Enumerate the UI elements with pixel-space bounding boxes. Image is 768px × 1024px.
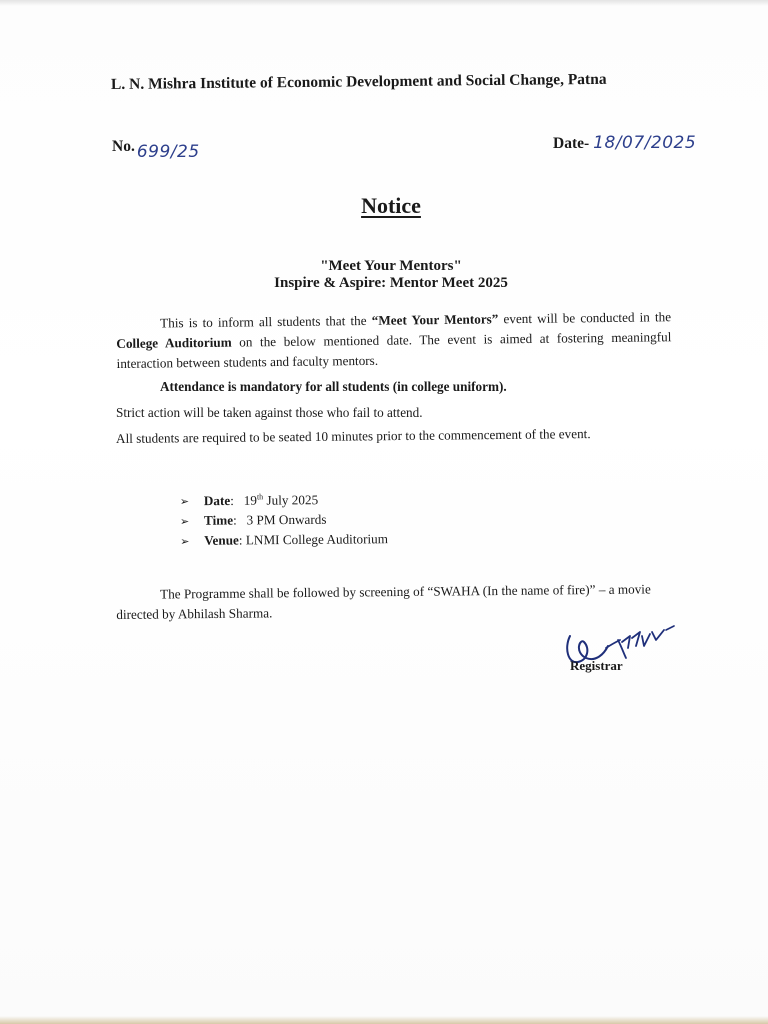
intro-text-3: on the below mentioned date. The event is aimed at fostering meaningful interaction between students and faculty mentors. — [116, 329, 672, 371]
intro-text-2: event will be conducted in the — [498, 309, 672, 327]
programme-note: The Programme shall be followed by screening of “SWAHA (In the name of fire)” – a movie directed by Abhilash Sharma. — [116, 581, 651, 622]
date-label: Date- — [553, 135, 590, 152]
arrow-bullet-icon: ➢ — [180, 535, 190, 549]
strict-action-note: Strict action will be taken against those who fail to attend. — [116, 405, 423, 420]
detail-time: ➢ Time: 3 PM Onwards — [180, 510, 388, 532]
registrar-title: Registrar — [570, 658, 623, 673]
event-subtitle: Inspire & Aspire: Mentor Meet 2025 — [274, 275, 508, 291]
detail-date-rest: July 2025 — [263, 492, 319, 508]
detail-time-label: Time — [203, 512, 234, 529]
detail-date-day: 19 — [243, 492, 258, 508]
institute-name: L. N. Mishra Institute of Economic Development and Social Change, Patna — [110, 70, 607, 93]
notice-heading: Notice — [361, 193, 421, 218]
paper-bottom-shadow — [0, 1016, 768, 1024]
detail-venue-label: Venue — [204, 532, 239, 549]
event-details — [180, 486, 388, 551]
intro-paragraph — [116, 307, 672, 374]
intro-venue: College Auditorium — [116, 334, 232, 351]
detail-date-suffix: th — [256, 492, 264, 502]
reference-handwritten: 699/25 — [136, 142, 200, 162]
intro-text-1: This is to inform all students that the — [160, 312, 372, 331]
reference-number — [112, 136, 200, 162]
detail-venue: ➢ Venue: LNMI College Auditorium — [180, 530, 388, 552]
reference-label: No. — [112, 138, 135, 155]
detail-venue-value: LNMI College Auditorium — [245, 531, 389, 548]
event-title: "Meet Your Mentors" — [320, 258, 462, 274]
date-handwritten: 18/07/2025 — [593, 133, 697, 153]
notice-date — [553, 133, 696, 153]
detail-date-label: Date — [203, 492, 231, 509]
detail-time-value: 3 PM Onwards — [246, 512, 327, 528]
arrow-bullet-icon: ➢ — [179, 495, 190, 509]
detail-date: ➢ Date: 19th July 2025 — [180, 486, 388, 511]
attendance-note: Attendance is mandatory for all students (in college uniform). — [160, 379, 507, 394]
paper-top-shadow — [0, 0, 768, 6]
intro-event-name: “Meet Your Mentors” — [371, 311, 499, 328]
arrow-bullet-icon: ➢ — [179, 515, 190, 529]
seating-note: All students are required to be seated 10 minutes prior to the commencement of the event. — [115, 426, 591, 446]
